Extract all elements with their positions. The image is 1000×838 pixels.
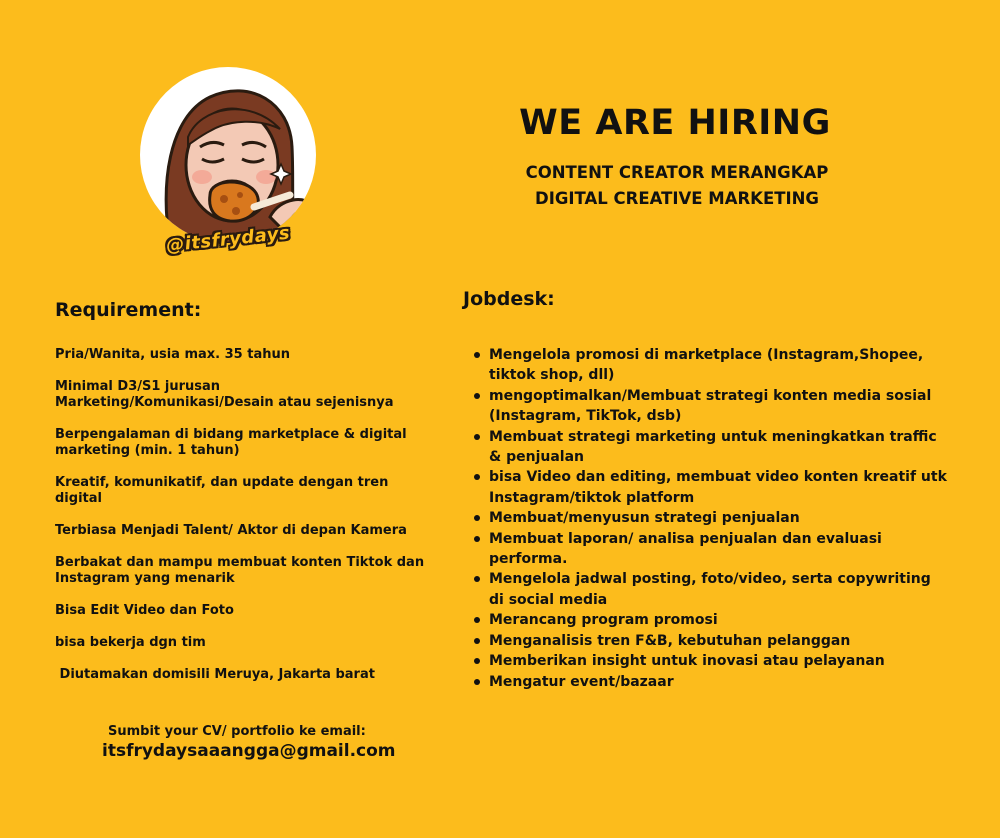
- page-title: WE ARE HIRING: [519, 103, 831, 143]
- requirement-item: Diutamakan domisili Meruya, Jakarta barat: [55, 667, 375, 682]
- jobdesk-item: Mengelola promosi di marketplace (Instagram,Shopee, tiktok shop, dll): [470, 345, 950, 386]
- jobdesk-item: Merancang program promosi: [470, 610, 950, 630]
- requirement-list: [55, 347, 430, 699]
- jobdesk-list: [470, 345, 950, 692]
- requirement-item: Minimal D3/S1 jurusan Marketing/Komunikasi/Desain atau sejenisnya: [55, 379, 394, 410]
- jobdesk-item: Memberikan insight untuk inovasi atau pelayanan: [470, 651, 950, 671]
- jobdesk-item: Mengelola jadwal posting, foto/video, serta copywriting di social media: [470, 569, 950, 610]
- requirement-item: bisa bekerja dgn tim: [55, 635, 206, 650]
- jobdesk-item: bisa Video dan editing, membuat video konten kreatif utk Instagram/tiktok platform: [470, 467, 950, 508]
- job-subtitle: [470, 160, 884, 212]
- requirement-item: Kreatif, komunikatif, dan update dengan tren digital: [55, 475, 389, 506]
- requirement-item: Bisa Edit Video dan Foto: [55, 603, 234, 618]
- jobdesk-item: Membuat laporan/ analisa penjualan dan evaluasi performa.: [470, 529, 950, 570]
- jobdesk-heading: Jobdesk:: [463, 288, 555, 310]
- jobdesk-item: Menganalisis tren F&B, kebutuhan pelanggan: [470, 631, 950, 651]
- brand-logo: [138, 65, 320, 260]
- requirement-item: Pria/Wanita, usia max. 35 tahun: [55, 347, 291, 362]
- jobdesk-item: Mengatur event/bazaar: [470, 672, 950, 692]
- jobdesk-item: Membuat/menyusun strategi penjualan: [470, 508, 950, 528]
- requirement-item: Berpengalaman di bidang marketplace & digital marketing (min. 1 tahun): [55, 427, 407, 458]
- logo-circle: [140, 67, 316, 243]
- subtitle-line-2: DIGITAL CREATIVE MARKETING: [535, 189, 819, 208]
- submit-label: Sumbit your CV/ portfolio ke email:: [108, 724, 366, 739]
- contact-email[interactable]: itsfrydaysaaangga@gmail.com: [102, 741, 396, 761]
- subtitle-line-1: CONTENT CREATOR MERANGKAP: [525, 163, 829, 182]
- jobdesk-item: mengoptimalkan/Membuat strategi konten media sosial (Instagram, TikTok, dsb): [470, 386, 950, 427]
- illustration-icon: [140, 67, 316, 243]
- logo-handle: @itsfrydays: [165, 222, 292, 257]
- jobdesk-item: Membuat strategi marketing untuk meningkatkan traffic & penjualan: [470, 427, 950, 468]
- requirement-item: Berbakat dan mampu membuat konten Tiktok dan Instagram yang menarik: [55, 555, 425, 586]
- requirement-item: Terbiasa Menjadi Talent/ Aktor di depan Kamera: [55, 523, 407, 538]
- requirement-heading: Requirement:: [55, 299, 202, 321]
